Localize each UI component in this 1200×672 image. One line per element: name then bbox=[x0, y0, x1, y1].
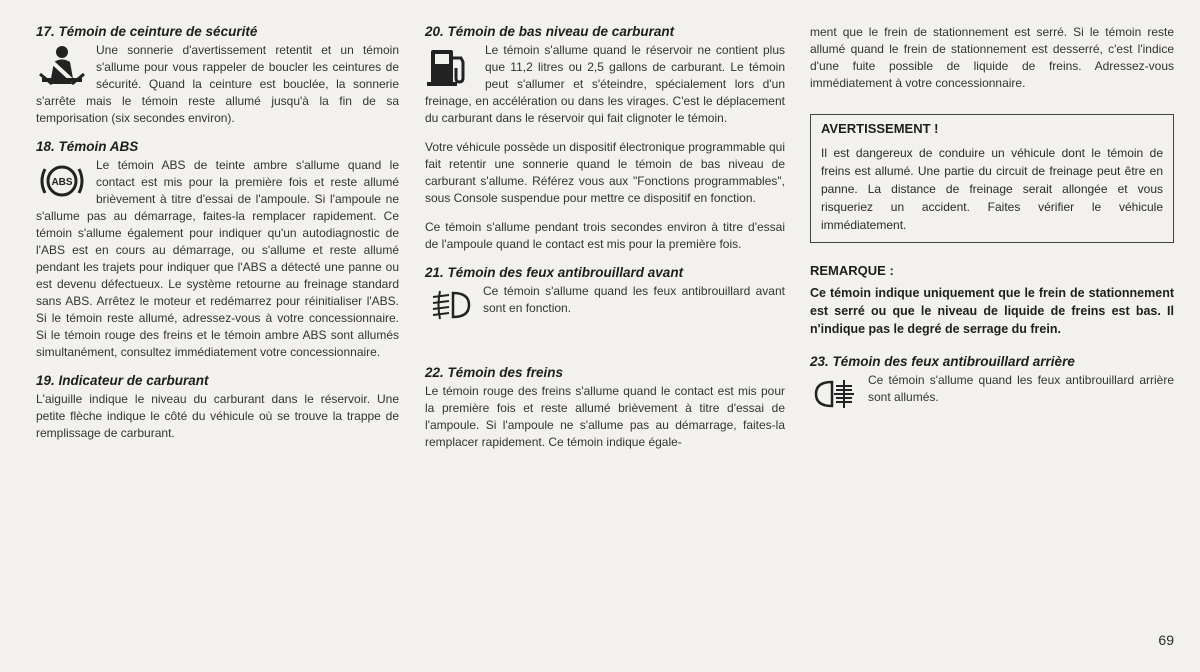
section-19 bbox=[36, 373, 399, 442]
section-20-text: Le témoin s'allume quand le réservoir ne contient plus que 11,2 litres ou 2,5 gallons de carburant. Le témoin peut s'allumer et s'éteindre, spécialement lors d'un freinage, en accélération ou dans les virages. C'est le déplacement du carburant dans le réservoir qui fait clignoter le témoin. bbox=[425, 43, 785, 125]
section-18-heading: 18. Témoin ABS bbox=[36, 139, 139, 154]
section-22 bbox=[425, 329, 785, 451]
section-18 bbox=[36, 139, 399, 361]
section-19-text: L'aiguille indique le niveau du carburant dans le réservoir. Une petite flèche indique le côté du véhicule où se trouve la trappe de remplissage de carburant. bbox=[36, 392, 399, 440]
section-19-heading: 19. Indicateur de carburant bbox=[36, 373, 209, 388]
section-21-text: Ce témoin s'allume quand les feux antibrouillard avant sont en fonction. bbox=[483, 284, 785, 315]
front-fog-light-icon bbox=[425, 287, 475, 323]
section-20-p3: Ce témoin s'allume pendant trois secondes environ à titre d'essai de l'ampoule quand le contact est mis pour la première fois. bbox=[425, 220, 785, 251]
rear-fog-light-icon bbox=[810, 376, 860, 412]
column-left bbox=[36, 24, 399, 442]
warning-text: Il est dangereux de conduire un véhicule dont le témoin de freins est allumé. Une partie du circuit de freinage peut être en panne. La distance de freinage serait allongée et vous risqueriez un accident. Faites vérifier le véhicule immédiatement. bbox=[821, 146, 1163, 232]
warning-box bbox=[810, 114, 1174, 243]
remark-title: REMARQUE : bbox=[810, 263, 894, 278]
section-23-text: Ce témoin s'allume quand les feux antibrouillard arrière sont allumés. bbox=[868, 373, 1174, 404]
section-23-heading: 23. Témoin des feux antibrouillard arrière bbox=[810, 354, 1075, 369]
fuel-pump-icon bbox=[425, 44, 477, 88]
section-17 bbox=[36, 24, 399, 127]
section-18-text: Le témoin ABS de teinte ambre s'allume quand le contact est mis pour la première fois et reste allumé brièvement à titre d'essai de l'ampoule. Si l'ampoule ne s'allume pas au démarrage, faites-la remplacer rapidement. Ce témoin s'allume également pour indiquer qu'un autodiagnostic de l'ABS est en cours au démarrage, ou s'allume et reste allumé pendant les trajets pour indiquer que l'ABS a détecté une panne ou est devenu défectueux. Le système retourne au freinage standard sans ABS. Arrêtez le moteur et redémarrez pour réinitialiser l'ABS. Si le témoin reste allumé, adressez-vous à votre concessionnaire. Si le témoin rouge des freins et le témoin ambre ABS sont allumés simultanément, consultez immédiatement votre concessionnaire. bbox=[36, 158, 399, 359]
warning-title: AVERTISSEMENT ! bbox=[821, 121, 939, 136]
abs-icon-label: ABS bbox=[51, 177, 73, 188]
section-22-continued: ment que le frein de stationnement est serré. Si le témoin reste allumé quand le frein de stationnement est desserré, c'est l'indice d'une fuite possible de liquide de freins. Adressez-vous immédiatement à votre concessionnaire. bbox=[810, 25, 1174, 90]
section-20-heading: 20. Témoin de bas niveau de carburant bbox=[425, 24, 675, 39]
column-middle bbox=[425, 24, 785, 451]
section-21 bbox=[425, 265, 785, 317]
page-number: 69 bbox=[1158, 632, 1174, 648]
section-17-text: Une sonnerie d'avertissement retentit et un témoin s'allume pour vous rappeler de boucler les ceintures de sécurité. Quand la ceinture est bouclée, la sonnerie s'arrête mais le témoin reste allumé jusqu'à la fin de sa temporisation (six secondes environ). bbox=[36, 43, 399, 125]
section-22-heading: 22. Témoin des freins bbox=[425, 365, 564, 380]
section-17-heading: 17. Témoin de ceinture de sécurité bbox=[36, 24, 258, 39]
seatbelt-icon bbox=[36, 44, 88, 88]
section-20-p2: Votre véhicule possède un dispositif électronique programmable qui fait retentir une sonnerie quand le témoin de bas niveau de carburant s'allume. Référez vous aux "Fonctions programmables", sous Console suspendue pour mettre ce dispositif en fonction. bbox=[425, 140, 785, 205]
column-right bbox=[810, 24, 1174, 412]
abs-icon bbox=[36, 159, 88, 203]
section-23 bbox=[810, 354, 1174, 406]
section-20 bbox=[425, 24, 785, 253]
remark-text: Ce témoin indique uniquement que le frein de stationnement est serré ou que le niveau de liquide de freins est bas. Il n'indique pas le degré de serrage du frein. bbox=[810, 286, 1174, 336]
section-21-heading: 21. Témoin des feux antibrouillard avant bbox=[425, 265, 684, 280]
section-22-text: Le témoin rouge des freins s'allume quand le contact est mis pour la première fois et reste allumé brièvement à titre d'essai de l'ampoule. Si l'ampoule ne s'allume pas au démarrage, faites-la remplacer rapidement. Ce témoin indique égale- bbox=[425, 384, 785, 449]
